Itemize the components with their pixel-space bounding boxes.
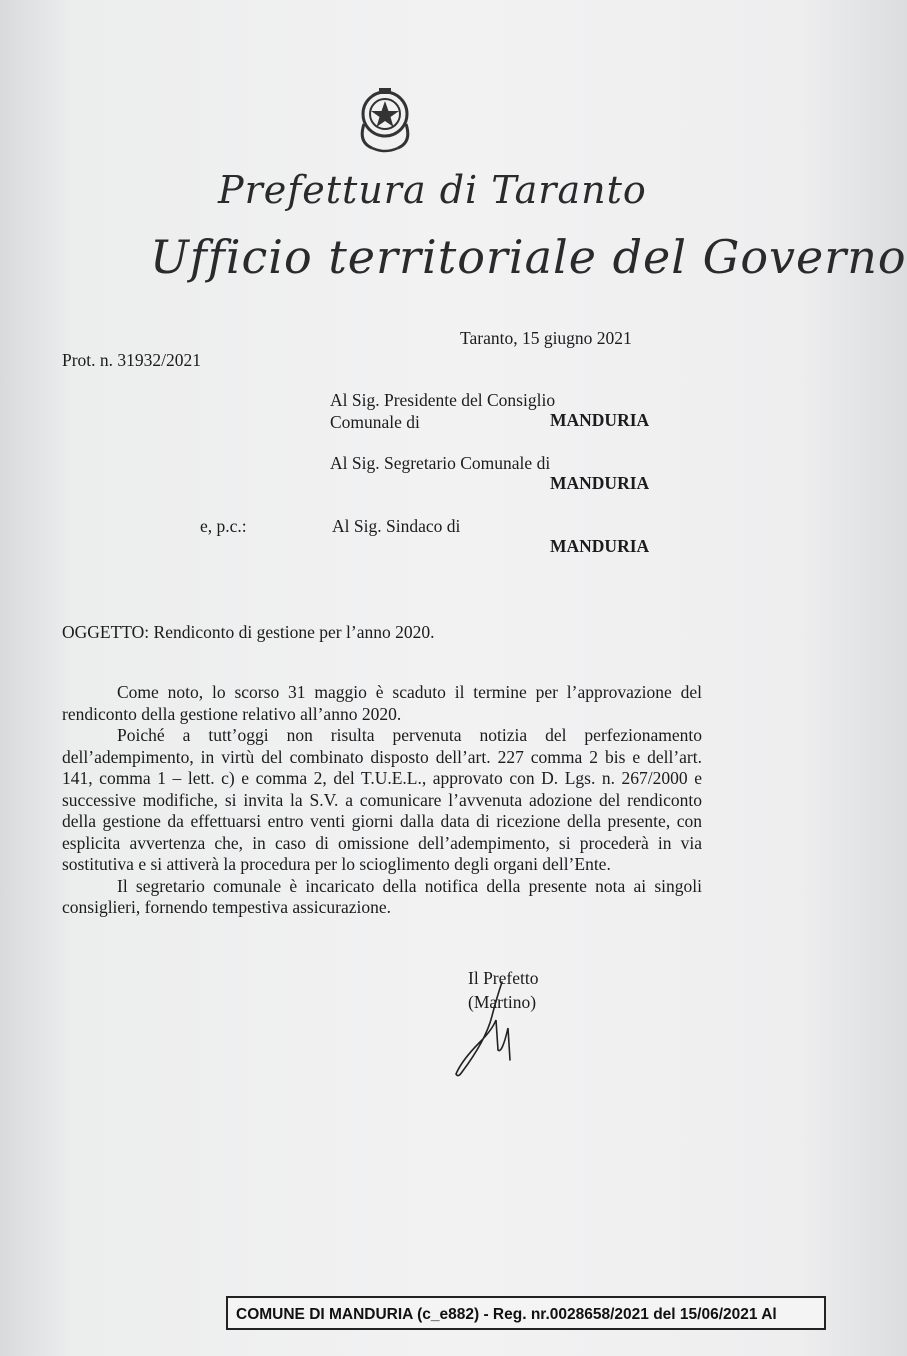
signature-title: Il Prefetto [468, 968, 539, 988]
recipient-2-city: MANDURIA [550, 473, 650, 493]
letterhead-prefecture: Prefettura di Taranto [218, 168, 647, 212]
italian-republic-emblem-icon [352, 84, 418, 154]
recipient-3-line1: Al Sig. Sindaco di [332, 516, 461, 536]
document-date: Taranto, 15 giugno 2021 [460, 328, 632, 348]
letterhead-office: Ufficio territoriale del Governo [150, 230, 907, 284]
recipient-2-line1: Al Sig. Segretario Comunale di [330, 453, 551, 473]
recipient-3-city: MANDURIA [550, 536, 650, 556]
body-paragraph-3: Il segretario comunale è incaricato della notifica della presente nota ai singoli consiglieri, fornendo tempestiva assicurazione. [62, 875, 702, 917]
subject-line: OGGETTO: Rendiconto di gestione per l’anno 2020. [62, 622, 435, 642]
body-paragraph-2: Poiché a tutt’oggi non risulta pervenuta notizia del perfezionamento dell’adempimento, in virtù del combinato disposto dell’art. 227 comma 2 bis e dell’art. 141, comma 1 – lett. c) e comma 2, del T.U.E.L., approvato con D. Lgs. n. 267/2000 e successive modifiche, si invita la S.V. a comunicare l’avvenuta adozione del rendiconto della gestione da effettuarsi entro venti giorni dalla data di ricezione della presente, con esplicita avvertenza che, in caso di omissione dell’adempimento, si procederà in via sostitutiva e si attiverà la procedura per lo scioglimento degli organi dell’Ente. [62, 725, 702, 874]
protocol-number: Prot. n. 31932/2021 [62, 350, 202, 370]
body-paragraph-1: Come noto, lo scorso 31 maggio è scaduto il termine per l’approvazione del rendiconto della gestione relativo all’anno 2020. [62, 682, 702, 724]
handwritten-signature-icon [452, 980, 522, 1080]
recipient-1-line2: Comunale di [330, 412, 420, 432]
recipient-1-city: MANDURIA [550, 410, 650, 430]
protocol-registration-stamp: COMUNE DI MANDURIA (c_e882) - Reg. nr.0028658/2021 del 15/06/2021 Al [226, 1296, 826, 1330]
recipient-1-line1: Al Sig. Presidente del Consiglio [330, 390, 556, 410]
signature-name: (Martino) [468, 992, 537, 1012]
letter-body [62, 682, 702, 919]
cc-label: e, p.c.: [200, 516, 247, 536]
